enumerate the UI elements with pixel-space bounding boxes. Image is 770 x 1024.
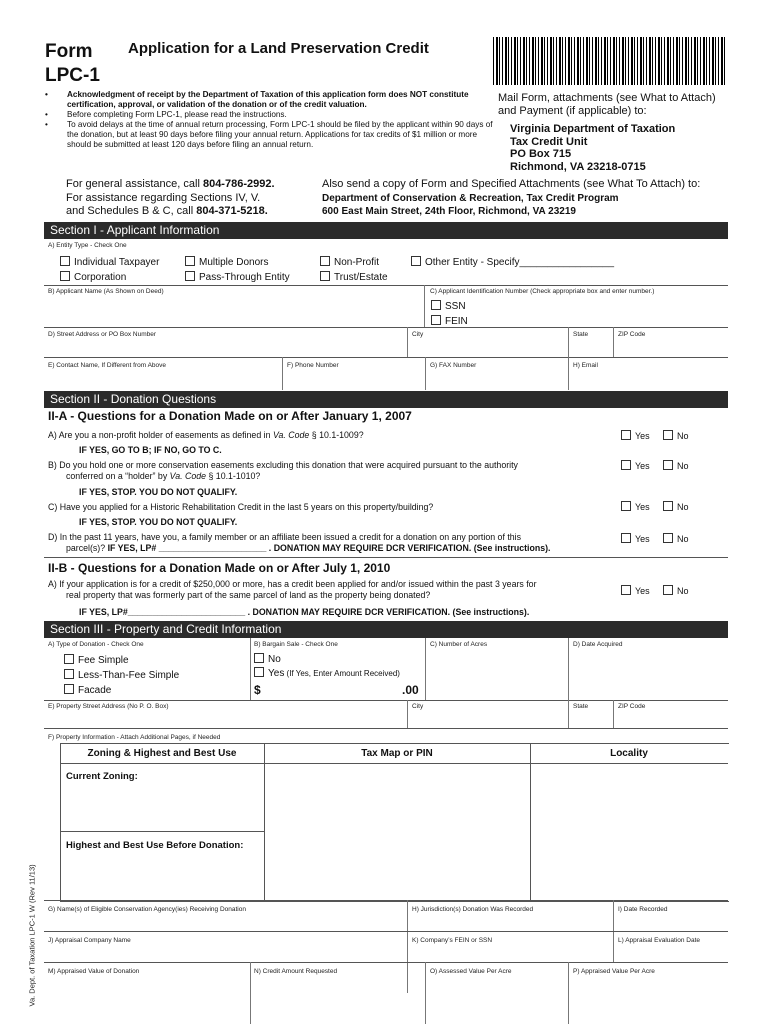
city-label: City <box>412 331 424 338</box>
copy-block <box>322 178 700 219</box>
property-table <box>60 743 729 902</box>
fax-label: G) FAX Number <box>430 362 477 369</box>
q-bold: IF YES, LP# ______________________ . DONATION MAY REQUIRE DCR VERIFICATION. (See instructions). <box>107 543 551 553</box>
agency-label: G) Name(s) of Eligible Conservation Agency(ies) Receiving Donation <box>48 906 246 913</box>
checkbox[interactable] <box>185 256 195 266</box>
qa-no[interactable] <box>663 430 689 441</box>
checkbox[interactable] <box>621 430 631 440</box>
question-b-note: IF YES, STOP. YOU DO NOT QUALIFY. <box>79 487 238 497</box>
qd-no[interactable] <box>663 533 689 544</box>
divider <box>425 638 426 700</box>
divider <box>425 357 426 390</box>
state-label: State <box>573 331 589 338</box>
checkbox[interactable] <box>431 315 441 325</box>
col-locality: Locality <box>610 748 648 759</box>
no-label: No <box>677 502 689 512</box>
divider <box>44 285 728 286</box>
divider <box>44 728 728 729</box>
ssn-label: SSN <box>445 301 466 312</box>
bargain-yes[interactable] <box>254 667 400 679</box>
appraised-per-acre-label: P) Appraised Value Per Acre <box>573 968 655 975</box>
date-acquired-label: D) Date Acquired <box>573 641 623 648</box>
dollar-sign: $ <box>254 683 261 697</box>
entity-other[interactable] <box>411 256 614 268</box>
entity-label: Trust/Estate <box>334 272 388 283</box>
assist-phone-2: 804-371-5218. <box>196 205 268 217</box>
appraisal-company-label: J) Appraisal Company Name <box>48 937 131 944</box>
checkbox[interactable] <box>254 653 264 663</box>
divider <box>530 743 531 900</box>
qc-yes[interactable] <box>621 501 650 512</box>
divider <box>264 743 265 900</box>
q-text: A) Are you a non-profit holder of easements as defined in <box>48 430 273 440</box>
type-facade[interactable] <box>64 684 111 696</box>
type-label: Facade <box>78 685 112 696</box>
checkbox[interactable] <box>64 669 74 679</box>
no-label: No <box>677 534 689 544</box>
entity-non-profit[interactable] <box>320 256 379 268</box>
q-italic: Va. Code <box>272 430 310 440</box>
zip-label: ZIP Code <box>618 331 646 338</box>
question-a <box>48 430 364 441</box>
highest-best-use-label: Highest and Best Use Before Donation: <box>66 840 244 851</box>
checkbox[interactable] <box>320 271 330 281</box>
acres-label: C) Number of Acres <box>430 641 488 648</box>
divider <box>568 327 569 357</box>
bullet-3: • To avoid delays at the time of annual return processing, Form LPC-1 should be filed by the applicant within 90 days of the donation, but at least 90 days before filing your annual return. Applications for tax credits of $1 million or more should be submitted at least 120 days before filing an annual return. <box>45 120 495 150</box>
yes-label: Yes <box>635 431 650 441</box>
entity-label: Multiple Donors <box>199 257 269 268</box>
divider <box>568 638 569 700</box>
divider <box>613 327 614 357</box>
qd-yes[interactable] <box>621 533 650 544</box>
form-code: LPC-1 <box>45 65 100 86</box>
jurisdiction-label: H) Jurisdiction(s) Donation Was Recorded <box>412 906 534 913</box>
col-tax-map: Tax Map or PIN <box>361 748 433 759</box>
divider <box>407 700 408 728</box>
assistance-block <box>66 178 275 219</box>
checkbox[interactable] <box>64 684 74 694</box>
yes-note: (If Yes, Enter Amount Received) <box>284 669 400 678</box>
yes-label: Yes <box>268 668 285 679</box>
checkbox[interactable] <box>621 501 631 511</box>
divider <box>424 285 425 327</box>
qe-no[interactable] <box>663 585 689 596</box>
checkbox[interactable] <box>621 533 631 543</box>
no-label: No <box>268 654 281 665</box>
divider <box>282 357 283 390</box>
copy-addr-2: 600 East Main Street, 24th Floor, Richmond, VA 23219 <box>322 206 576 217</box>
state-label: State <box>573 703 589 710</box>
barcode <box>493 37 727 85</box>
divider <box>44 900 728 901</box>
question-b <box>48 460 616 471</box>
type-less-than-fee[interactable] <box>64 669 179 681</box>
property-address-label: E) Property Street Address (No P. O. Box) <box>48 703 169 710</box>
divider <box>44 700 728 701</box>
checkbox[interactable] <box>663 533 673 543</box>
checkbox[interactable] <box>64 654 74 664</box>
mail-line: Tax Credit Unit <box>510 135 588 148</box>
divider <box>250 962 251 1024</box>
form-word: Form <box>45 41 93 62</box>
section-2a-title: II-A - Questions for a Donation Made on or After January 1, 2007 <box>48 409 412 423</box>
qa-yes[interactable] <box>621 430 650 441</box>
copy-addr-1: Department of Conservation & Recreation, Tax Credit Program <box>322 192 619 204</box>
checkbox[interactable] <box>663 501 673 511</box>
qb-no[interactable] <box>663 460 689 471</box>
evaluation-date-label: L) Appraisal Evaluation Date <box>618 937 701 944</box>
q-text: § 10.1-1009? <box>309 430 364 440</box>
street-label: D) Street Address or PO Box Number <box>48 331 157 338</box>
cents: .00 <box>402 683 419 697</box>
section-3-header: Section III - Property and Credit Information <box>44 621 728 638</box>
form-title: Application for a Land Preservation Credit <box>128 40 429 57</box>
divider <box>568 357 569 390</box>
yes-label: Yes <box>635 586 650 596</box>
appraised-value-label: M) Appraised Value of Donation <box>48 968 140 975</box>
property-info-label: F) Property Information - Attach Additional Pages, if Needed <box>48 734 221 741</box>
divider <box>44 931 728 932</box>
question-c-note: IF YES, STOP. YOU DO NOT QUALIFY. <box>79 517 238 527</box>
yes-label: Yes <box>635 461 650 471</box>
q-text: conferred on a “holder” by <box>66 471 170 481</box>
checkbox[interactable] <box>60 256 70 266</box>
contact-label: E) Contact Name, If Different from Above <box>48 362 167 369</box>
checkbox[interactable] <box>411 256 421 266</box>
copy-intro: Also send a copy of Form and Specified Attachments (see What To Attach) to: <box>322 178 701 190</box>
entity-individual[interactable] <box>60 256 159 268</box>
assist-phone: 804-786-2992. <box>202 178 275 190</box>
side-revision-text: Va. Dept. of Taxation LPC-1 W (Rev 11/13) <box>27 864 37 1007</box>
fein-option[interactable] <box>431 315 468 327</box>
entity-pass-through[interactable] <box>185 271 290 283</box>
divider <box>568 700 569 728</box>
entity-label: Other Entity - Specify_________________ <box>425 257 615 268</box>
no-label: No <box>677 461 689 471</box>
q-text: B) Do you hold one or more conservation easements excluding this donation that were acquired pursuant to the authority <box>48 460 518 470</box>
mail-line: PO Box 715 <box>510 148 572 160</box>
bargain-no[interactable] <box>254 653 281 665</box>
divider <box>44 327 728 328</box>
entity-corporation[interactable] <box>60 271 126 283</box>
checkbox[interactable] <box>663 430 673 440</box>
q-italic: Va. Code <box>169 471 207 481</box>
qc-no[interactable] <box>663 501 689 512</box>
city-label: City <box>412 703 424 710</box>
qb-yes[interactable] <box>621 460 650 471</box>
bullet-1: • Acknowledgment of receipt by the Department of Taxation of this application form does NOT constitute certification, approval, or validation of the donation or of the credit valuation. <box>45 90 495 110</box>
checkbox[interactable] <box>431 300 441 310</box>
entity-type-label: A) Entity Type - Check One <box>48 242 127 249</box>
email-label: H) Email <box>573 362 598 369</box>
checkbox[interactable] <box>621 585 631 595</box>
checkbox[interactable] <box>60 271 70 281</box>
entity-label: Non-Profit <box>334 257 380 268</box>
question-d: D) In the past 11 years, have you, a family member or an affiliate been issued a credit for a donation on any portion of this <box>48 532 522 542</box>
date-recorded-label: I) Date Recorded <box>618 906 668 913</box>
question-e: A) If your application is for a credit of $250,000 or more, has a credit been applied for and/or issued within the past 3 years for <box>48 579 537 589</box>
checkbox[interactable] <box>185 271 195 281</box>
question-e-note: IF YES, LP#________________________ . DONATION MAY REQUIRE DCR VERIFICATION. (See instructions). <box>79 607 530 617</box>
checkbox[interactable] <box>320 256 330 266</box>
checkbox[interactable] <box>663 460 673 470</box>
divider <box>407 327 408 357</box>
credit-amount-label: N) Credit Amount Requested <box>254 968 338 975</box>
question-d-cont <box>66 543 551 554</box>
applicant-id-label: C) Applicant Identification Number (Check appropriate box and enter number.) <box>430 288 655 295</box>
q-text: parcel(s)? <box>66 543 108 553</box>
qe-yes[interactable] <box>621 585 650 596</box>
question-e-cont: real property that was formerly part of the same parcel of land as the property being donated? <box>66 590 431 600</box>
col-zoning: Zoning & Highest and Best Use <box>87 748 237 759</box>
yes-label: Yes <box>635 502 650 512</box>
mail-line: Virginia Department of Taxation <box>510 123 676 135</box>
divider <box>250 638 251 700</box>
entity-label: Individual Taxpayer <box>74 257 160 268</box>
assist-text-2: For assistance regarding Sections IV, V. <box>66 191 261 204</box>
divider <box>425 962 426 1024</box>
question-b-cont <box>66 471 260 482</box>
no-label: No <box>677 586 689 596</box>
divider <box>613 700 614 728</box>
assessed-value-label: O) Assessed Value Per Acre <box>430 968 512 975</box>
divider <box>568 962 569 1024</box>
yes-label: Yes <box>635 534 650 544</box>
bargain-sale-label: B) Bargain Sale - Check One <box>254 641 338 648</box>
type-label: Less-Than-Fee Simple <box>78 670 180 681</box>
instruction-bullets <box>45 90 495 150</box>
zip-label: ZIP Code <box>618 703 646 710</box>
fein-label: FEIN <box>445 316 468 327</box>
entity-label: Pass-Through Entity <box>199 272 290 283</box>
divider <box>407 900 408 993</box>
divider <box>44 962 728 963</box>
q-text: § 10.1-1010? <box>206 471 261 481</box>
assist-text: For general assistance, call <box>66 178 203 190</box>
entity-trust[interactable] <box>320 271 388 283</box>
entity-label: Corporation <box>74 272 127 283</box>
mail-address <box>510 123 675 173</box>
current-zoning-label: Current Zoning: <box>66 771 138 782</box>
checkbox[interactable] <box>254 667 264 677</box>
mail-intro: Mail Form, attachments (see What to Attach) and Payment (if applicable) to: <box>498 92 716 117</box>
donation-type-label: A) Type of Donation - Check One <box>48 641 144 648</box>
mail-line: Richmond, VA 23218-0715 <box>510 160 646 173</box>
assist-text-3: and Schedules B & C, call <box>66 205 197 217</box>
divider <box>44 557 728 558</box>
divider <box>44 357 728 358</box>
checkbox[interactable] <box>663 585 673 595</box>
no-label: No <box>677 431 689 441</box>
section-2-header: Section II - Donation Questions <box>44 391 728 408</box>
type-fee-simple[interactable] <box>64 654 129 666</box>
divider <box>60 831 264 832</box>
ssn-option[interactable] <box>431 300 466 312</box>
company-fein-label: K) Company’s FEIN or SSN <box>412 937 493 944</box>
section-1-header: Section I - Applicant Information <box>44 222 728 239</box>
entity-multiple-donors[interactable] <box>185 256 268 268</box>
applicant-name-label: B) Applicant Name (As Shown on Deed) <box>48 288 164 295</box>
checkbox[interactable] <box>621 460 631 470</box>
question-c: C) Have you applied for a Historic Rehabilitation Credit in the last 5 years on this property/building? <box>48 502 434 512</box>
type-label: Fee Simple <box>78 655 129 666</box>
question-a-note: IF YES, GO TO B; IF NO, GO TO C. <box>79 445 222 455</box>
phone-label: F) Phone Number <box>287 362 339 369</box>
bullet-2: • Before completing Form LPC-1, please read the instructions. <box>45 110 495 120</box>
section-2b-title: II-B - Questions for a Donation Made on or After July 1, 2010 <box>48 561 391 575</box>
